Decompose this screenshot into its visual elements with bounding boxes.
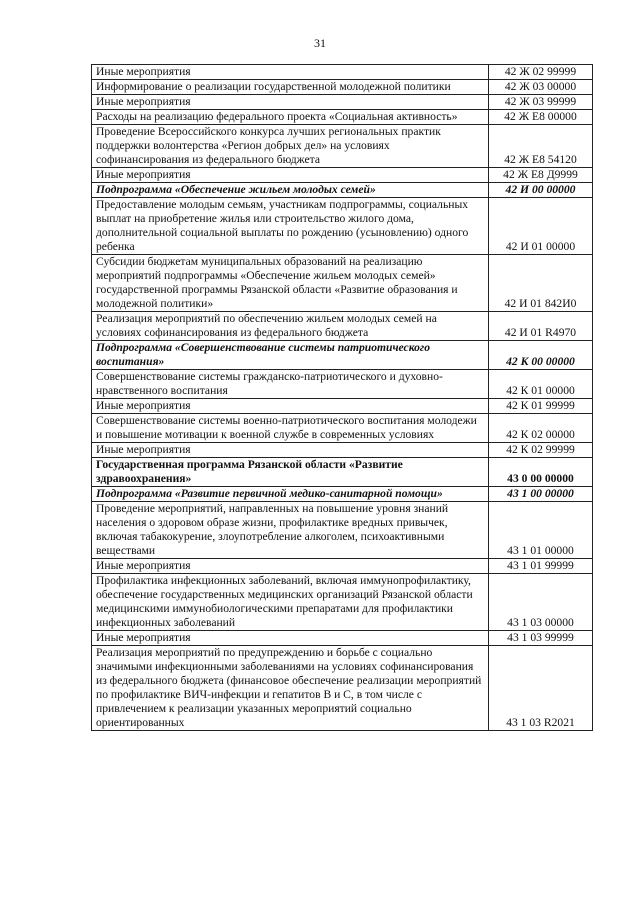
row-name-cell: Иные мероприятия — [92, 631, 489, 646]
table-row — [92, 399, 593, 414]
subprogram-row — [92, 341, 593, 370]
table-row — [92, 125, 593, 168]
row-name-cell: Государственная программа Рязанской области «Развитие здравоохранения» — [92, 458, 489, 487]
row-name-cell: Расходы на реализацию федерального проекта «Социальная активность» — [92, 110, 489, 125]
row-code-cell: 42 Ж 03 00000 — [489, 80, 593, 95]
table-row — [92, 255, 593, 312]
table-row — [92, 168, 593, 183]
page-number: 31 — [314, 36, 326, 50]
row-code-cell: 42 И 01 R4970 — [489, 312, 593, 341]
row-code-cell: 43 1 03 R2021 — [489, 646, 593, 731]
table-row — [92, 646, 593, 731]
row-code-cell: 43 1 00 00000 — [489, 487, 593, 502]
program-row — [92, 458, 593, 487]
row-name-cell: Проведение Всероссийского конкурса лучших региональных практик поддержки волонтерства «Регион добрых дел» на условиях софинансирования из федерального бюджета — [92, 125, 489, 168]
row-code-cell: 42 К 01 00000 — [489, 370, 593, 399]
table-row — [92, 65, 593, 80]
row-code-cell: 42 К 00 00000 — [489, 341, 593, 370]
table-row — [92, 443, 593, 458]
row-code-cell: 42 Ж Е8 Д9999 — [489, 168, 593, 183]
row-name-cell: Иные мероприятия — [92, 95, 489, 110]
row-code-cell: 42 И 01 00000 — [489, 198, 593, 255]
subprogram-row — [92, 487, 593, 502]
row-code-cell: 42 Ж 03 99999 — [489, 95, 593, 110]
budget-code-table — [91, 64, 593, 731]
subprogram-row — [92, 183, 593, 198]
row-name-cell: Иные мероприятия — [92, 168, 489, 183]
row-code-cell: 43 0 00 00000 — [489, 458, 593, 487]
row-name-cell: Совершенствование системы военно-патриотического воспитания молодежи и повышение мотивации к военной службе в современных условиях — [92, 414, 489, 443]
table-row — [92, 312, 593, 341]
row-name-cell: Реализация мероприятий по обеспечению жильем молодых семей на условиях софинансирования из федерального бюджета — [92, 312, 489, 341]
row-name-cell: Предоставление молодым семьям, участникам подпрограммы, социальных выплат на приобретение жилья или строительство жилого дома, дополнительной социальной выплаты по рождению (усыновлению) одного ребенка — [92, 198, 489, 255]
row-code-cell: 43 1 01 99999 — [489, 559, 593, 574]
row-code-cell: 42 И 00 00000 — [489, 183, 593, 198]
row-code-cell: 42 К 01 99999 — [489, 399, 593, 414]
row-code-cell: 42 И 01 842И0 — [489, 255, 593, 312]
row-code-cell: 43 1 03 99999 — [489, 631, 593, 646]
row-code-cell: 43 1 01 00000 — [489, 502, 593, 559]
row-name-cell: Иные мероприятия — [92, 65, 489, 80]
table-row — [92, 370, 593, 399]
row-name-cell: Профилактика инфекционных заболеваний, включая иммунопрофилактику, обеспечение государственных медицинских организаций Рязанской области медицинскими иммунобиологическими препаратами для профилактики инфекционных заболеваний — [92, 574, 489, 631]
row-code-cell: 42 Ж Е8 00000 — [489, 110, 593, 125]
table-row — [92, 574, 593, 631]
table-row — [92, 95, 593, 110]
row-code-cell: 42 Ж Е8 54120 — [489, 125, 593, 168]
row-name-cell: Подпрограмма «Обеспечение жильем молодых семей» — [92, 183, 489, 198]
row-name-cell: Иные мероприятия — [92, 399, 489, 414]
table-row — [92, 559, 593, 574]
table-row — [92, 80, 593, 95]
row-name-cell: Подпрограмма «Совершенствование системы патриотического воспитания» — [92, 341, 489, 370]
row-name-cell: Информирование о реализации государственной молодежной политики — [92, 80, 489, 95]
row-code-cell: 42 Ж 02 99999 — [489, 65, 593, 80]
row-name-cell: Иные мероприятия — [92, 559, 489, 574]
row-name-cell: Проведение мероприятий, направленных на повышение уровня знаний населения о здоровом образе жизни, профилактике вредных привычек, включая табакокурение, злоупотребление алкоголем, психоактивными веществами — [92, 502, 489, 559]
row-name-cell: Совершенствование системы гражданско-патриотического и духовно-нравственного воспитания — [92, 370, 489, 399]
table-row — [92, 502, 593, 559]
row-name-cell: Подпрограмма «Развитие первичной медико-санитарной помощи» — [92, 487, 489, 502]
table-row — [92, 414, 593, 443]
table-row — [92, 110, 593, 125]
table-row — [92, 198, 593, 255]
row-name-cell: Субсидии бюджетам муниципальных образований на реализацию мероприятий подпрограммы «Обеспечение жильем молодых семей» государственной программы Рязанской области «Развитие образования и молодежной политики» — [92, 255, 489, 312]
row-name-cell: Реализация мероприятий по предупреждению и борьбе с социально значимыми инфекционными заболеваниями на условиях софинансирования из федерального бюджета (финансовое обеспечение реализации мероприятий по профилактике ВИЧ-инфекции и гепатитов В и С, в том числе с привлечением к реализации указанных мероприятий социально ориентированных — [92, 646, 489, 731]
table-row — [92, 631, 593, 646]
row-name-cell: Иные мероприятия — [92, 443, 489, 458]
row-code-cell: 42 К 02 00000 — [489, 414, 593, 443]
row-code-cell: 42 К 02 99999 — [489, 443, 593, 458]
row-code-cell: 43 1 03 00000 — [489, 574, 593, 631]
